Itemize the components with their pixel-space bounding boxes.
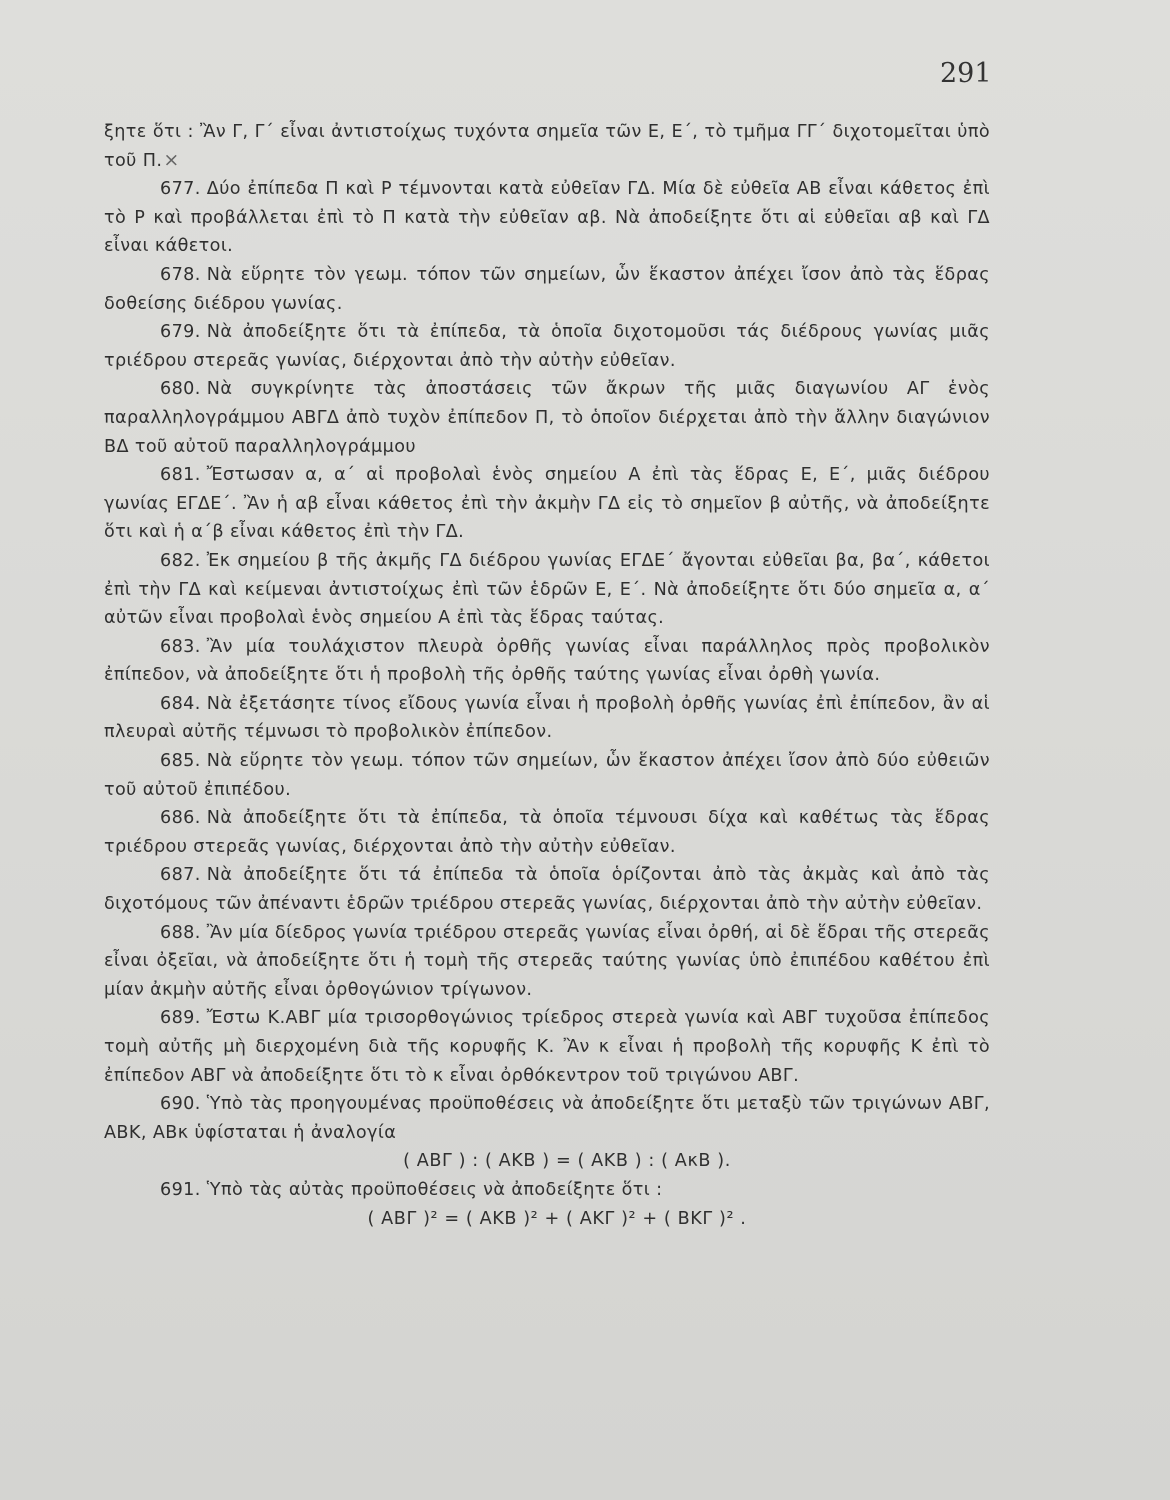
exercise-text: Νὰ ἀποδείξητε ὅτι τὰ ἐπίπεδα, τὰ ὁποῖα τέμνουσι δίχα καὶ καθέτως τὰς ἕδρας τριέδρου στερεᾶς γωνίας, διέρχονται ἀπὸ τὴν αὐτὴν εὐθεῖαν. (104, 808, 990, 857)
exercise-680 (104, 375, 990, 461)
exercise-687 (104, 861, 990, 918)
exercise-683 (104, 633, 990, 690)
exercise-number: 677. (160, 179, 201, 200)
exercise-text: Νὰ ἀποδείξητε ὅτι τά ἐπίπεδα τὰ ὁποῖα ὁρίζονται ἀπὸ τὰς ἀκμὰς καὶ ἀπὸ τὰς διχοτόμους τῶν ἀπέναντι ἑδρῶν τριέδρου στερεᾶς γωνίας, διέρχονται ἀπὸ τὴν αὐτὴν εὐθεῖαν. (104, 865, 990, 915)
handwritten-x-mark: × (163, 148, 180, 171)
exercise-text: ξητε ὅτι : Ἂν Γ, Γ΄ εἶναι ἀντιστοίχως τυχόντα σημεῖα τῶν Ε, Ε΄, τὸ τμῆμα ΓΓ΄ διχοτομεῖται ὑπὸ τοῦ Π. (104, 122, 990, 171)
text-body (104, 118, 990, 1233)
exercise-text: Δύο ἐπίπεδα Π καὶ Ρ τέμνονται κατὰ εὐθεῖαν ΓΔ. Μία δὲ εὐθεῖα ΑΒ εἶναι κάθετος ἐπὶ τὸ Ρ καὶ προβάλλεται ἐπὶ τὸ Π κατὰ τὴν εὐθεῖαν αβ. Νὰ ἀποδείξητε ὅτι αἱ εὐθεῖαι αβ καὶ ΓΔ εἶναι κάθετοι. (104, 179, 990, 257)
exercise-text: Ὑπὸ τὰς προηγουμένας προϋποθέσεις νὰ ἀποδείξητε ὅτι μεταξὺ τῶν τριγώνων ΑΒΓ, ΑΒΚ, ΑΒκ ὑφίσταται ἡ ἀναλογία (104, 1094, 990, 1143)
exercise-686 (104, 804, 990, 861)
exercise-number: 685. (160, 751, 201, 772)
formula-690: ( ΑΒΓ ) : ( ΑΚΒ ) = ( ΑΚΒ ) : ( ΑκΒ ). (403, 1151, 731, 1172)
exercise-685 (104, 747, 990, 804)
exercise-text: Νὰ ἐξετάσητε τίνος εἴδους γωνία εἶναι ἡ προβολὴ ὀρθῆς γωνίας ἐπὶ ἐπίπεδον, ἂν αἱ πλευραὶ αὐτῆς τέμνωσι τὸ προβολικὸν ἐπίπεδον. (104, 693, 990, 743)
exercise-number: 680. (160, 379, 201, 400)
exercise-number: 689. (160, 1008, 201, 1029)
formula-691: ( ΑΒΓ )² = ( ΑΚΒ )² + ( ΑΚΓ )² + ( ΒΚΓ )² . (367, 1208, 747, 1229)
exercise-number: 684. (160, 693, 201, 714)
exercise-number: 687. (160, 865, 201, 886)
exercise-684 (104, 690, 990, 747)
exercise-text: Νὰ εὕρητε τὸν γεωμ. τόπον τῶν σημείων, ὧν ἕκαστον ἀπέχει ἴσον ἀπὸ δύο εὐθειῶν τοῦ αὐτοῦ ἐπιπέδου. (104, 751, 990, 800)
exercise-number: 690. (160, 1094, 201, 1115)
exercise-number: 678. (160, 264, 201, 285)
exercise-688 (104, 919, 990, 1005)
exercise-text: Νὰ εὕρητε τὸν γεωμ. τόπον τῶν σημείων, ὧν ἕκαστον ἀπέχει ἴσον ἀπὸ τὰς ἕδρας δοθείσης διέδρου γωνίας. (104, 264, 990, 314)
exercise-number: 681. (160, 465, 201, 486)
exercise-text: Ἐκ σημείου β τῆς ἀκμῆς ΓΔ διέδρου γωνίας ΕΓΔΕ΄ ἄγονται εὐθεῖαι βα, βα΄, κάθετοι ἐπὶ τὴν ΓΔ καὶ κείμεναι ἀντιστοίχως ἐπὶ τῶν ἑδρῶν Ε, Ε΄. Νὰ ἀποδείξητε ὅτι δύο σημεῖα α, α΄ αὐτῶν εἶναι προβολαὶ ἑνὸς σημείου Α ἐπὶ τὰς ἕδρας ταύτας. (104, 550, 990, 629)
exercise-text: Νὰ συγκρίνητε τὰς ἀποστάσεις τῶν ἄκρων τῆς μιᾶς διαγωνίου ΑΓ ἑνὸς παραλληλογράμμου ΑΒΓΔ ἀπὸ τυχὸν ἐπίπεδον Π, τὸ ὁποῖον διέρχεται ἀπὸ τὴν ἄλλην διαγώνιον ΒΔ τοῦ αὐτοῦ παραλληλογράμμου (104, 379, 990, 457)
exercise-689 (104, 1004, 990, 1090)
exercise-690 (104, 1090, 990, 1147)
exercise-text: Ἂν μία τουλάχιστον πλευρὰ ὀρθῆς γωνίας εἶναι παράλληλος πρὸς προβολικὸν ἐπίπεδον, νὰ ἀποδείξητε ὅτι ἡ προβολὴ τῆς ὀρθῆς ταύτης γωνίας εἶναι ὀρθὴ γωνία. (104, 636, 990, 686)
exercise-number: 686. (160, 808, 201, 829)
exercise-691 (104, 1176, 990, 1205)
exercise-number: 688. (160, 922, 201, 943)
exercise-677 (104, 175, 990, 261)
page-number: 291 (940, 58, 992, 89)
exercise-682 (104, 547, 990, 633)
exercise-679 (104, 318, 990, 375)
exercise-text: Νὰ ἀποδείξητε ὅτι τὰ ἐπίπεδα, τὰ ὁποῖα διχοτομοῦσι τάς διέδρους γωνίας μιᾶς τριέδρου στερεᾶς γωνίας, διέρχονται ἀπὸ τὴν αὐτὴν εὐθεῖαν. (104, 322, 990, 371)
exercise-number: 683. (160, 636, 201, 657)
exercise-681 (104, 461, 990, 547)
exercise-number: 682. (160, 550, 201, 571)
exercise-text: Ἂν μία δίεδρος γωνία τριέδρου στερεᾶς γωνίας εἶναι ὀρθή, αἱ δὲ ἕδραι τῆς στερεᾶς εἶναι ὀξεῖαι, νὰ ἀποδείξητε ὅτι ἡ τομὴ τῆς στερεᾶς ταύτης γωνίας ὑπὸ ἐπιπέδου καθέτου ἐπὶ μίαν ἀκμὴν αὐτῆς εἶναι ὀρθογώνιον τρίγωνον. (104, 922, 990, 1000)
exercise-text: Ὑπὸ τὰς αὐτὰς προϋποθέσεις νὰ ἀποδείξητε ὅτι : (206, 1179, 663, 1200)
exercise-text: Ἔστωσαν α, α΄ αἱ προβολαὶ ἑνὸς σημείου Α ἐπὶ τὰς ἕδρας Ε, Ε΄, μιᾶς διέδρου γωνίας ΕΓΔΕ΄. Ἂν ἡ αβ εἶναι κάθετος ἐπὶ τὴν ἀκμὴν ΓΔ εἰς τὸ σημεῖον β αὐτῆς, νὰ ἀποδείξητε ὅτι καὶ ἡ α΄β εἶναι κάθετος ἐπὶ τὴν ΓΔ. (104, 465, 990, 543)
exercise-text: Ἔστω Κ.ΑΒΓ μία τρισορθογώνιος τρίεδρος στερεὰ γωνία καὶ ΑΒΓ τυχοῦσα ἐπίπεδος τομὴ αὐτῆς μὴ διερχομένη διὰ τῆς κορυφῆς Κ. Ἂν κ εἶναι ἡ προβολὴ τῆς κορυφῆς Κ ἐπὶ τὸ ἐπίπεδον ΑΒΓ νὰ ἀποδείξητε ὅτι τὸ κ εἶναι ὀρθόκεντρον τοῦ τριγώνου ΑΒΓ. (104, 1008, 990, 1086)
exercise-number: 679. (160, 322, 201, 343)
exercise-number: 691. (160, 1179, 201, 1200)
exercise-678 (104, 261, 990, 318)
exercise-676-continuation (104, 118, 990, 175)
